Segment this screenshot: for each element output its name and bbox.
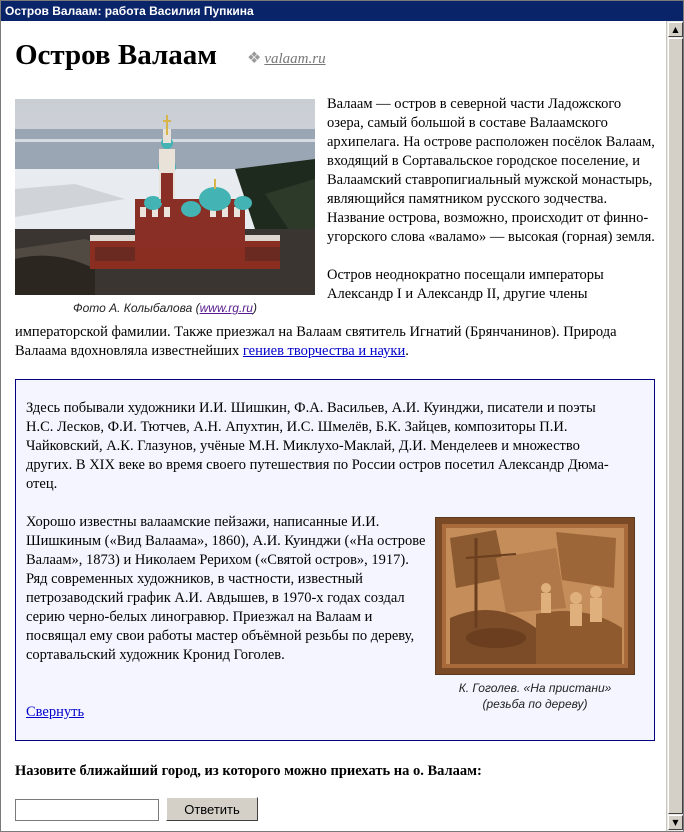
- monastery-photo-illustration: [15, 99, 315, 295]
- geniuses-link[interactable]: гениев творчества и науки: [242, 343, 406, 359]
- carving-caption: [435, 680, 635, 712]
- details-panel: [15, 379, 655, 741]
- scroll-up-arrow-icon[interactable]: ▲: [668, 22, 683, 37]
- photo-source-link[interactable]: www.rg.ru: [199, 301, 253, 315]
- photo-caption: [15, 301, 315, 315]
- site-ornament-icon: ❖: [247, 50, 262, 67]
- intro-paragraph-2-start: Остров неоднократно посещали императоры Александр I и Александр II, другие члены: [327, 267, 604, 302]
- intro-paragraph-1: Валаам — остров в северной части Ладожского озера, самый большой в составе Валаамского архипелага. На острове расположен посёлок Валаам, входящий в Сортавальское городское поселение, и Валаамский ставропигиальный мужской монастырь, являющийся памятником русского зодчества. Название острова, возможно, происходит от финно-угорского слова «валамо» — высокая (горная) земля.: [327, 96, 655, 245]
- scroll-down-arrow-icon[interactable]: ▼: [668, 815, 683, 830]
- photo-caption-prefix: Фото А. Колыбалова (: [73, 301, 200, 315]
- details-paragraph-2: Хорошо известны валаамские пейзажи, написанные И.И. Шишкиным («Вид Валаама», 1860), А.И. Куинджи («На острове Валаам», 1873) и Николаем Рерихом («Святой остров», 1917). Ряд современных художников, в частности, известный петрозаводский график А.И. Авдышев, в 1970-х годах создал серию черно-белых линогравюр. Приезжал на Валаам и посвящал ему свои работы мастер объёмной резьбы по дереву, сортавальский художник Кронид Гоголев.: [26, 514, 426, 663]
- valaam-photo: [15, 99, 315, 295]
- carving-image: [435, 517, 635, 675]
- site-link[interactable]: valaam.ru: [264, 51, 326, 67]
- carving-caption-title: К. Гоголев. «На пристани»: [458, 681, 612, 695]
- details-paragraph-1: Здесь побывали художники И.И. Шишкин, Ф.А. Васильев, А.И. Куинджи, писатели и поэты Н.С. Лесков, Ф.И. Тютчев, А.Н. Апухтин, И.С. Шмелёв, Б.К. Зайцев, композиторы П.И. Чайковский, А.К. Глазунов, учёные М.Н. Миклухо-Маклай, Д.И. Менделеев и множество других. В XIX веке во время своего путешествия по России остров посетил Александр Дюма-отец.: [26, 400, 609, 492]
- photo-caption-suffix: ): [252, 301, 257, 315]
- wood-carving-illustration: [436, 518, 634, 674]
- quiz-question: Назовите ближайший город, из которого можно приехать на о. Валаам:: [15, 763, 482, 779]
- carving-caption-technique: (резьба по дереву): [482, 697, 588, 711]
- answer-input[interactable]: [15, 799, 159, 821]
- intro-paragraph-2-rest: [15, 323, 655, 361]
- page-title: Остров Валаам: [15, 39, 217, 71]
- window-title-bar: Остров Валаам: работа Василия Пупкина: [1, 1, 683, 21]
- collapse-link[interactable]: Свернуть: [26, 704, 85, 720]
- intro-paragraph-2-end: .: [405, 343, 409, 359]
- submit-answer-button[interactable]: Ответить: [166, 797, 258, 821]
- site-link-group: [247, 48, 326, 68]
- intro-text: [327, 95, 657, 323]
- vertical-scrollbar[interactable]: [666, 21, 683, 831]
- scrollbar-thumb[interactable]: [668, 38, 683, 814]
- intro-paragraph-2-text: императорской фамилии. Также приезжал на Валаам святитель Игнатий (Брянчанинов). Природа Валаама вдохновляла известнейших: [15, 324, 617, 359]
- page-viewport: [1, 21, 665, 831]
